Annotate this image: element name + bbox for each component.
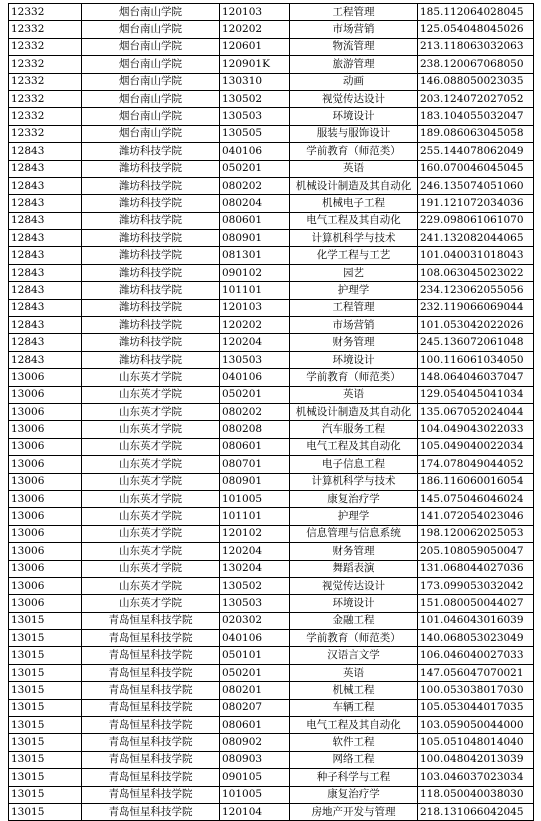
score-cell: 104.049043022033 — [418, 421, 534, 438]
major-name-cell: 环境设计 — [290, 108, 418, 125]
major-code-cell: 050101 — [220, 647, 290, 664]
score-cell: 146.088050023035 — [418, 73, 534, 90]
school-name-cell: 山东英才学院 — [82, 525, 220, 542]
table-row — [9, 717, 534, 734]
school-name-cell: 青岛恒星科技学院 — [82, 647, 220, 664]
score-cell: 203.124072027052 — [418, 90, 534, 107]
score-cell: 105.049040022034 — [418, 438, 534, 455]
school-name-cell: 潍坊科技学院 — [82, 282, 220, 299]
major-name-cell: 环境设计 — [290, 595, 418, 612]
table-body — [9, 4, 534, 821]
school-name-cell: 山东英才学院 — [82, 508, 220, 525]
table-row — [9, 90, 534, 107]
major-name-cell: 英语 — [290, 386, 418, 403]
score-cell: 101.040031018043 — [418, 247, 534, 264]
table-row — [9, 490, 534, 507]
school-name-cell: 山东英才学院 — [82, 369, 220, 386]
table-row — [9, 125, 534, 142]
score-cell: 185.112064028045 — [418, 4, 534, 21]
score-cell: 191.121072034036 — [418, 195, 534, 212]
school-code-cell: 13006 — [9, 490, 82, 507]
score-cell: 198.120062025053 — [418, 525, 534, 542]
score-cell: 173.099053032042 — [418, 577, 534, 594]
school-name-cell: 潍坊科技学院 — [82, 230, 220, 247]
school-code-cell: 12332 — [9, 125, 82, 142]
score-cell: 246.135074051060 — [418, 177, 534, 194]
table-row — [9, 577, 534, 594]
table-row — [9, 247, 534, 264]
school-name-cell: 烟台南山学院 — [82, 4, 220, 21]
major-name-cell: 财务管理 — [290, 334, 418, 351]
major-code-cell: 101101 — [220, 282, 290, 299]
major-name-cell: 电气工程及其自动化 — [290, 717, 418, 734]
school-name-cell: 潍坊科技学院 — [82, 334, 220, 351]
school-code-cell: 12843 — [9, 317, 82, 334]
score-cell: 151.080050044027 — [418, 595, 534, 612]
school-code-cell: 13015 — [9, 630, 82, 647]
table-row — [9, 403, 534, 420]
school-code-cell: 13006 — [9, 543, 82, 560]
school-name-cell: 潍坊科技学院 — [82, 143, 220, 160]
score-cell: 174.078049044052 — [418, 456, 534, 473]
table-row — [9, 699, 534, 716]
school-name-cell: 潍坊科技学院 — [82, 160, 220, 177]
score-cell: 100.053038017030 — [418, 682, 534, 699]
score-cell: 106.046040027033 — [418, 647, 534, 664]
major-code-cell: 120601 — [220, 38, 290, 55]
school-code-cell: 13015 — [9, 786, 82, 803]
school-code-cell: 13015 — [9, 612, 82, 629]
score-cell: 103.059050044000 — [418, 717, 534, 734]
score-cell: 129.054045041034 — [418, 386, 534, 403]
major-name-cell: 旅游管理 — [290, 56, 418, 73]
school-code-cell: 13015 — [9, 751, 82, 768]
table-row — [9, 595, 534, 612]
score-cell: 108.063045023022 — [418, 264, 534, 281]
school-code-cell: 13006 — [9, 525, 82, 542]
school-code-cell: 12332 — [9, 56, 82, 73]
major-name-cell: 视觉传达设计 — [290, 577, 418, 594]
table-row — [9, 525, 534, 542]
major-name-cell: 护理学 — [290, 508, 418, 525]
school-code-cell: 13006 — [9, 473, 82, 490]
school-code-cell: 13006 — [9, 560, 82, 577]
table-row — [9, 264, 534, 281]
school-code-cell: 12843 — [9, 334, 82, 351]
major-code-cell: 050201 — [220, 160, 290, 177]
school-code-cell: 12332 — [9, 4, 82, 21]
major-name-cell: 网络工程 — [290, 751, 418, 768]
school-name-cell: 青岛恒星科技学院 — [82, 717, 220, 734]
major-name-cell: 机械设计制造及其自动化 — [290, 403, 418, 420]
school-code-cell: 13006 — [9, 508, 82, 525]
school-code-cell: 13015 — [9, 717, 82, 734]
major-code-cell: 081301 — [220, 247, 290, 264]
table-row — [9, 56, 534, 73]
major-name-cell: 动画 — [290, 73, 418, 90]
school-code-cell: 12843 — [9, 282, 82, 299]
school-name-cell: 山东英才学院 — [82, 473, 220, 490]
school-code-cell: 13015 — [9, 647, 82, 664]
score-cell: 205.108059050047 — [418, 543, 534, 560]
table-row — [9, 317, 534, 334]
major-code-cell: 080204 — [220, 195, 290, 212]
major-name-cell: 工程管理 — [290, 299, 418, 316]
score-cell: 145.075046046024 — [418, 490, 534, 507]
school-code-cell: 13006 — [9, 577, 82, 594]
school-code-cell: 12843 — [9, 230, 82, 247]
major-code-cell: 101005 — [220, 490, 290, 507]
score-cell: 218.131066042045 — [418, 803, 534, 820]
major-name-cell: 信息管理与信息系统 — [290, 525, 418, 542]
major-name-cell: 房地产开发与管理 — [290, 803, 418, 820]
major-name-cell: 护理学 — [290, 282, 418, 299]
school-name-cell: 烟台南山学院 — [82, 21, 220, 38]
school-name-cell: 潍坊科技学院 — [82, 195, 220, 212]
table-row — [9, 386, 534, 403]
major-code-cell: 090102 — [220, 264, 290, 281]
school-name-cell: 青岛恒星科技学院 — [82, 751, 220, 768]
school-name-cell: 山东英才学院 — [82, 386, 220, 403]
score-cell: 238.120067068050 — [418, 56, 534, 73]
table-row — [9, 769, 534, 786]
major-code-cell: 120202 — [220, 317, 290, 334]
score-cell: 245.136072061048 — [418, 334, 534, 351]
score-cell: 101.053042022026 — [418, 317, 534, 334]
major-code-cell: 050201 — [220, 386, 290, 403]
major-name-cell: 市场营销 — [290, 317, 418, 334]
school-code-cell: 12843 — [9, 264, 82, 281]
admission-score-sheet — [8, 3, 533, 821]
school-name-cell: 青岛恒星科技学院 — [82, 612, 220, 629]
score-cell: 229.098061061070 — [418, 212, 534, 229]
major-name-cell: 化学工程与工艺 — [290, 247, 418, 264]
school-name-cell: 烟台南山学院 — [82, 73, 220, 90]
school-name-cell: 山东英才学院 — [82, 456, 220, 473]
table-row — [9, 351, 534, 368]
major-code-cell: 080701 — [220, 456, 290, 473]
score-cell: 101.046043016039 — [418, 612, 534, 629]
table-row — [9, 612, 534, 629]
major-code-cell: 080601 — [220, 438, 290, 455]
major-name-cell: 机械工程 — [290, 682, 418, 699]
major-code-cell: 101005 — [220, 786, 290, 803]
score-cell: 241.132082044065 — [418, 230, 534, 247]
school-name-cell: 青岛恒星科技学院 — [82, 769, 220, 786]
major-code-cell: 130204 — [220, 560, 290, 577]
score-cell: 105.053044017035 — [418, 699, 534, 716]
major-name-cell: 英语 — [290, 160, 418, 177]
school-code-cell: 13015 — [9, 664, 82, 681]
school-code-cell: 13015 — [9, 682, 82, 699]
school-name-cell: 潍坊科技学院 — [82, 247, 220, 264]
table-row — [9, 369, 534, 386]
school-name-cell: 青岛恒星科技学院 — [82, 630, 220, 647]
school-name-cell: 青岛恒星科技学院 — [82, 682, 220, 699]
major-code-cell: 040106 — [220, 143, 290, 160]
table-row — [9, 438, 534, 455]
school-name-cell: 烟台南山学院 — [82, 125, 220, 142]
score-cell: 131.068044027036 — [418, 560, 534, 577]
major-name-cell: 学前教育（师范类） — [290, 143, 418, 160]
school-name-cell: 青岛恒星科技学院 — [82, 803, 220, 820]
school-name-cell: 潍坊科技学院 — [82, 299, 220, 316]
major-name-cell: 电气工程及其自动化 — [290, 212, 418, 229]
school-code-cell: 13015 — [9, 699, 82, 716]
table-row — [9, 543, 534, 560]
school-code-cell: 13006 — [9, 438, 82, 455]
table-row — [9, 21, 534, 38]
major-name-cell: 机械电子工程 — [290, 195, 418, 212]
score-cell: 234.123062055056 — [418, 282, 534, 299]
score-cell: 255.144078062049 — [418, 143, 534, 160]
school-name-cell: 山东英才学院 — [82, 577, 220, 594]
school-name-cell: 青岛恒星科技学院 — [82, 734, 220, 751]
school-name-cell: 烟台南山学院 — [82, 90, 220, 107]
major-name-cell: 计算机科学与技术 — [290, 473, 418, 490]
school-code-cell: 12843 — [9, 212, 82, 229]
major-name-cell: 康复治疗学 — [290, 786, 418, 803]
school-code-cell: 13015 — [9, 734, 82, 751]
major-code-cell: 120103 — [220, 299, 290, 316]
school-name-cell: 山东英才学院 — [82, 421, 220, 438]
major-code-cell: 080202 — [220, 177, 290, 194]
school-name-cell: 山东英才学院 — [82, 438, 220, 455]
school-code-cell: 12843 — [9, 195, 82, 212]
table-row — [9, 630, 534, 647]
score-cell: 100.048042013039 — [418, 751, 534, 768]
major-name-cell: 物流管理 — [290, 38, 418, 55]
school-name-cell: 潍坊科技学院 — [82, 264, 220, 281]
table-row — [9, 473, 534, 490]
major-code-cell: 120204 — [220, 543, 290, 560]
score-cell: 213.118063032063 — [418, 38, 534, 55]
table-row — [9, 212, 534, 229]
table-row — [9, 647, 534, 664]
school-name-cell: 青岛恒星科技学院 — [82, 699, 220, 716]
major-name-cell: 市场营销 — [290, 21, 418, 38]
school-code-cell: 12843 — [9, 143, 82, 160]
table-row — [9, 4, 534, 21]
school-code-cell: 13006 — [9, 403, 82, 420]
school-code-cell: 12332 — [9, 21, 82, 38]
major-code-cell: 080201 — [220, 682, 290, 699]
table-row — [9, 108, 534, 125]
score-cell: 189.086063045058 — [418, 125, 534, 142]
major-name-cell: 服装与服饰设计 — [290, 125, 418, 142]
major-code-cell: 120104 — [220, 803, 290, 820]
table-row — [9, 456, 534, 473]
table-row — [9, 38, 534, 55]
major-code-cell: 101101 — [220, 508, 290, 525]
table-row — [9, 143, 534, 160]
school-code-cell: 13015 — [9, 803, 82, 820]
score-cell: 100.116061034050 — [418, 351, 534, 368]
major-name-cell: 车辆工程 — [290, 699, 418, 716]
table-row — [9, 682, 534, 699]
major-name-cell: 环境设计 — [290, 351, 418, 368]
score-cell: 135.067052024044 — [418, 403, 534, 420]
major-code-cell: 120202 — [220, 21, 290, 38]
major-code-cell: 120901K — [220, 56, 290, 73]
table-row — [9, 230, 534, 247]
score-cell: 103.046037023034 — [418, 769, 534, 786]
major-code-cell: 050201 — [220, 664, 290, 681]
table-row — [9, 734, 534, 751]
major-code-cell: 040106 — [220, 369, 290, 386]
major-code-cell: 130310 — [220, 73, 290, 90]
major-code-cell: 130502 — [220, 90, 290, 107]
table-row — [9, 560, 534, 577]
major-code-cell: 130502 — [220, 577, 290, 594]
major-code-cell: 080208 — [220, 421, 290, 438]
school-code-cell: 12843 — [9, 177, 82, 194]
table-row — [9, 751, 534, 768]
major-name-cell: 计算机科学与技术 — [290, 230, 418, 247]
school-code-cell: 12332 — [9, 108, 82, 125]
school-code-cell: 12332 — [9, 73, 82, 90]
table-row — [9, 803, 534, 820]
major-name-cell: 学前教育（师范类） — [290, 630, 418, 647]
major-name-cell: 软件工程 — [290, 734, 418, 751]
score-cell: 147.056047070021 — [418, 664, 534, 681]
school-name-cell: 青岛恒星科技学院 — [82, 664, 220, 681]
school-code-cell: 13006 — [9, 421, 82, 438]
major-code-cell: 080901 — [220, 473, 290, 490]
major-name-cell: 汉语言文学 — [290, 647, 418, 664]
major-name-cell: 种子科学与工程 — [290, 769, 418, 786]
score-cell: 232.119066069044 — [418, 299, 534, 316]
major-name-cell: 园艺 — [290, 264, 418, 281]
score-cell: 148.064046037047 — [418, 369, 534, 386]
major-code-cell: 020302 — [220, 612, 290, 629]
score-cell: 186.116060016054 — [418, 473, 534, 490]
major-code-cell: 080601 — [220, 212, 290, 229]
table-row — [9, 195, 534, 212]
school-code-cell: 12332 — [9, 90, 82, 107]
major-code-cell: 120204 — [220, 334, 290, 351]
school-name-cell: 烟台南山学院 — [82, 56, 220, 73]
major-code-cell: 080902 — [220, 734, 290, 751]
major-name-cell: 工程管理 — [290, 4, 418, 21]
table-row — [9, 282, 534, 299]
score-cell: 141.072054023046 — [418, 508, 534, 525]
major-code-cell: 120103 — [220, 4, 290, 21]
major-name-cell: 舞蹈表演 — [290, 560, 418, 577]
school-name-cell: 青岛恒星科技学院 — [82, 786, 220, 803]
score-cell: 140.068053023049 — [418, 630, 534, 647]
major-code-cell: 090105 — [220, 769, 290, 786]
major-name-cell: 视觉传达设计 — [290, 90, 418, 107]
major-code-cell: 130503 — [220, 351, 290, 368]
school-name-cell: 山东英才学院 — [82, 595, 220, 612]
major-code-cell: 130503 — [220, 108, 290, 125]
table-row — [9, 299, 534, 316]
school-code-cell: 13015 — [9, 769, 82, 786]
table-row — [9, 73, 534, 90]
school-name-cell: 烟台南山学院 — [82, 38, 220, 55]
school-code-cell: 13006 — [9, 456, 82, 473]
major-code-cell: 080901 — [220, 230, 290, 247]
score-cell: 125.054048045026 — [418, 21, 534, 38]
table-row — [9, 334, 534, 351]
school-name-cell: 潍坊科技学院 — [82, 177, 220, 194]
major-name-cell: 金融工程 — [290, 612, 418, 629]
school-name-cell: 山东英才学院 — [82, 403, 220, 420]
table-row — [9, 508, 534, 525]
major-code-cell: 080903 — [220, 751, 290, 768]
score-cell: 105.051048014040 — [418, 734, 534, 751]
score-cell: 183.104055032047 — [418, 108, 534, 125]
school-name-cell: 潍坊科技学院 — [82, 351, 220, 368]
major-name-cell: 机械设计制造及其自动化 — [290, 177, 418, 194]
major-name-cell: 康复治疗学 — [290, 490, 418, 507]
school-code-cell: 12332 — [9, 38, 82, 55]
table-row — [9, 664, 534, 681]
major-name-cell: 电子信息工程 — [290, 456, 418, 473]
school-code-cell: 13006 — [9, 386, 82, 403]
major-name-cell: 电气工程及其自动化 — [290, 438, 418, 455]
school-name-cell: 山东英才学院 — [82, 543, 220, 560]
school-name-cell: 潍坊科技学院 — [82, 212, 220, 229]
school-name-cell: 山东英才学院 — [82, 560, 220, 577]
major-name-cell: 英语 — [290, 664, 418, 681]
table-row — [9, 160, 534, 177]
school-code-cell: 13006 — [9, 595, 82, 612]
score-cell: 118.050040038030 — [418, 786, 534, 803]
school-code-cell: 12843 — [9, 247, 82, 264]
table-row — [9, 177, 534, 194]
table-row — [9, 421, 534, 438]
school-code-cell: 12843 — [9, 351, 82, 368]
school-code-cell: 12843 — [9, 299, 82, 316]
major-name-cell: 学前教育（师范类） — [290, 369, 418, 386]
school-code-cell: 13006 — [9, 369, 82, 386]
major-name-cell: 财务管理 — [290, 543, 418, 560]
admission-score-table — [8, 3, 534, 821]
school-name-cell: 烟台南山学院 — [82, 108, 220, 125]
major-code-cell: 080601 — [220, 717, 290, 734]
school-code-cell: 12843 — [9, 160, 82, 177]
major-code-cell: 080202 — [220, 403, 290, 420]
major-code-cell: 120102 — [220, 525, 290, 542]
table-row — [9, 786, 534, 803]
major-name-cell: 汽车服务工程 — [290, 421, 418, 438]
major-code-cell: 130503 — [220, 595, 290, 612]
school-name-cell: 潍坊科技学院 — [82, 317, 220, 334]
school-name-cell: 山东英才学院 — [82, 490, 220, 507]
major-code-cell: 080207 — [220, 699, 290, 716]
score-cell: 160.070046045045 — [418, 160, 534, 177]
major-code-cell: 040106 — [220, 630, 290, 647]
major-code-cell: 130505 — [220, 125, 290, 142]
